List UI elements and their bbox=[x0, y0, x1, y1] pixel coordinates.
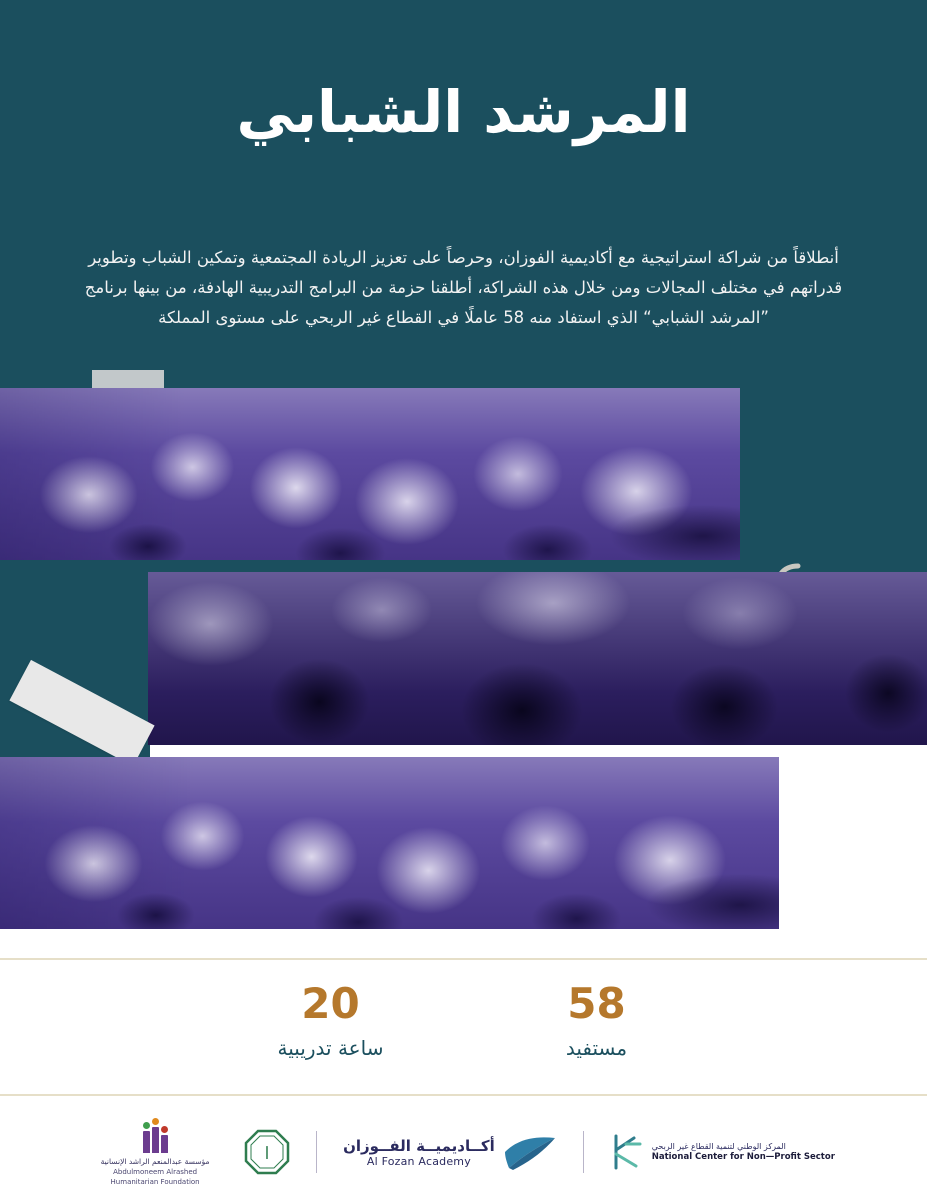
al-fozan-swoosh-icon bbox=[503, 1132, 557, 1172]
logo-national-center-non-profit bbox=[610, 1132, 835, 1172]
ncnp-mark-icon bbox=[610, 1132, 644, 1172]
logo-al-fozan-academy bbox=[343, 1132, 557, 1172]
body-paragraph: أنطلاقاً من شراكة استراتيجية مع أكاديمية الفوزان، وحرصاً على تعزيز الريادة المجتمعية وتمكين الشباب وتطوير قدراتهم في مختلف المجالات ومن خلال هذه الشراكة، أطلقنا حزمة من البرامج التدريبية الهادفة، من بينها برنامج ”المرشد الشبابي“ الذي استفاد منه 58 عاملًا في القطاع غير الربحي على مستوى المملكة bbox=[84, 248, 843, 327]
photo-band-3 bbox=[0, 757, 779, 929]
svg-text:ا: ا bbox=[264, 1144, 270, 1164]
octagon-emblem-icon bbox=[244, 1129, 290, 1175]
alrashed-caption-en: Abdulmoneem Alrashed Humanitarian Foundation bbox=[110, 1167, 200, 1186]
ncnp-name-ar: المركز الوطني لتنمية القطاع غير الربحي bbox=[651, 1142, 786, 1151]
photo-men-training bbox=[0, 388, 740, 560]
photo-band-1 bbox=[0, 388, 740, 560]
logo-abdulmoneem-alrashed bbox=[92, 1118, 218, 1187]
stat-label: ساعة تدريبية bbox=[277, 1036, 384, 1060]
photo-women-training bbox=[148, 572, 927, 745]
logo-strip bbox=[0, 1104, 927, 1200]
alrashed-logo-icon bbox=[143, 1118, 168, 1153]
page-title: المرشد الشبابي bbox=[236, 78, 691, 146]
fozan-name-ar: أكــاديميــة الفــوزان bbox=[343, 1136, 495, 1155]
photo-men-laptops bbox=[0, 757, 779, 929]
ncnp-name-en: National Center for Non—Profit Sector bbox=[651, 1152, 835, 1162]
stat-value: 20 bbox=[301, 979, 360, 1028]
logo-divider bbox=[316, 1131, 317, 1173]
photo-band-2 bbox=[148, 572, 927, 745]
fozan-name-en: Al Fozan Academy bbox=[366, 1154, 471, 1168]
stat-item bbox=[512, 980, 682, 1060]
logo-divider bbox=[583, 1131, 584, 1173]
stat-value: 58 bbox=[567, 979, 626, 1028]
alrashed-caption-ar: مؤسسة عبدالمنعم الراشد الإنسانية bbox=[100, 1156, 210, 1166]
stat-item bbox=[246, 980, 416, 1060]
stat-label: مستفيد bbox=[565, 1036, 628, 1060]
divider-top bbox=[0, 958, 927, 960]
logo-octagon-emblem bbox=[244, 1129, 290, 1175]
divider-bottom bbox=[0, 1094, 927, 1096]
stats-row bbox=[0, 980, 927, 1060]
